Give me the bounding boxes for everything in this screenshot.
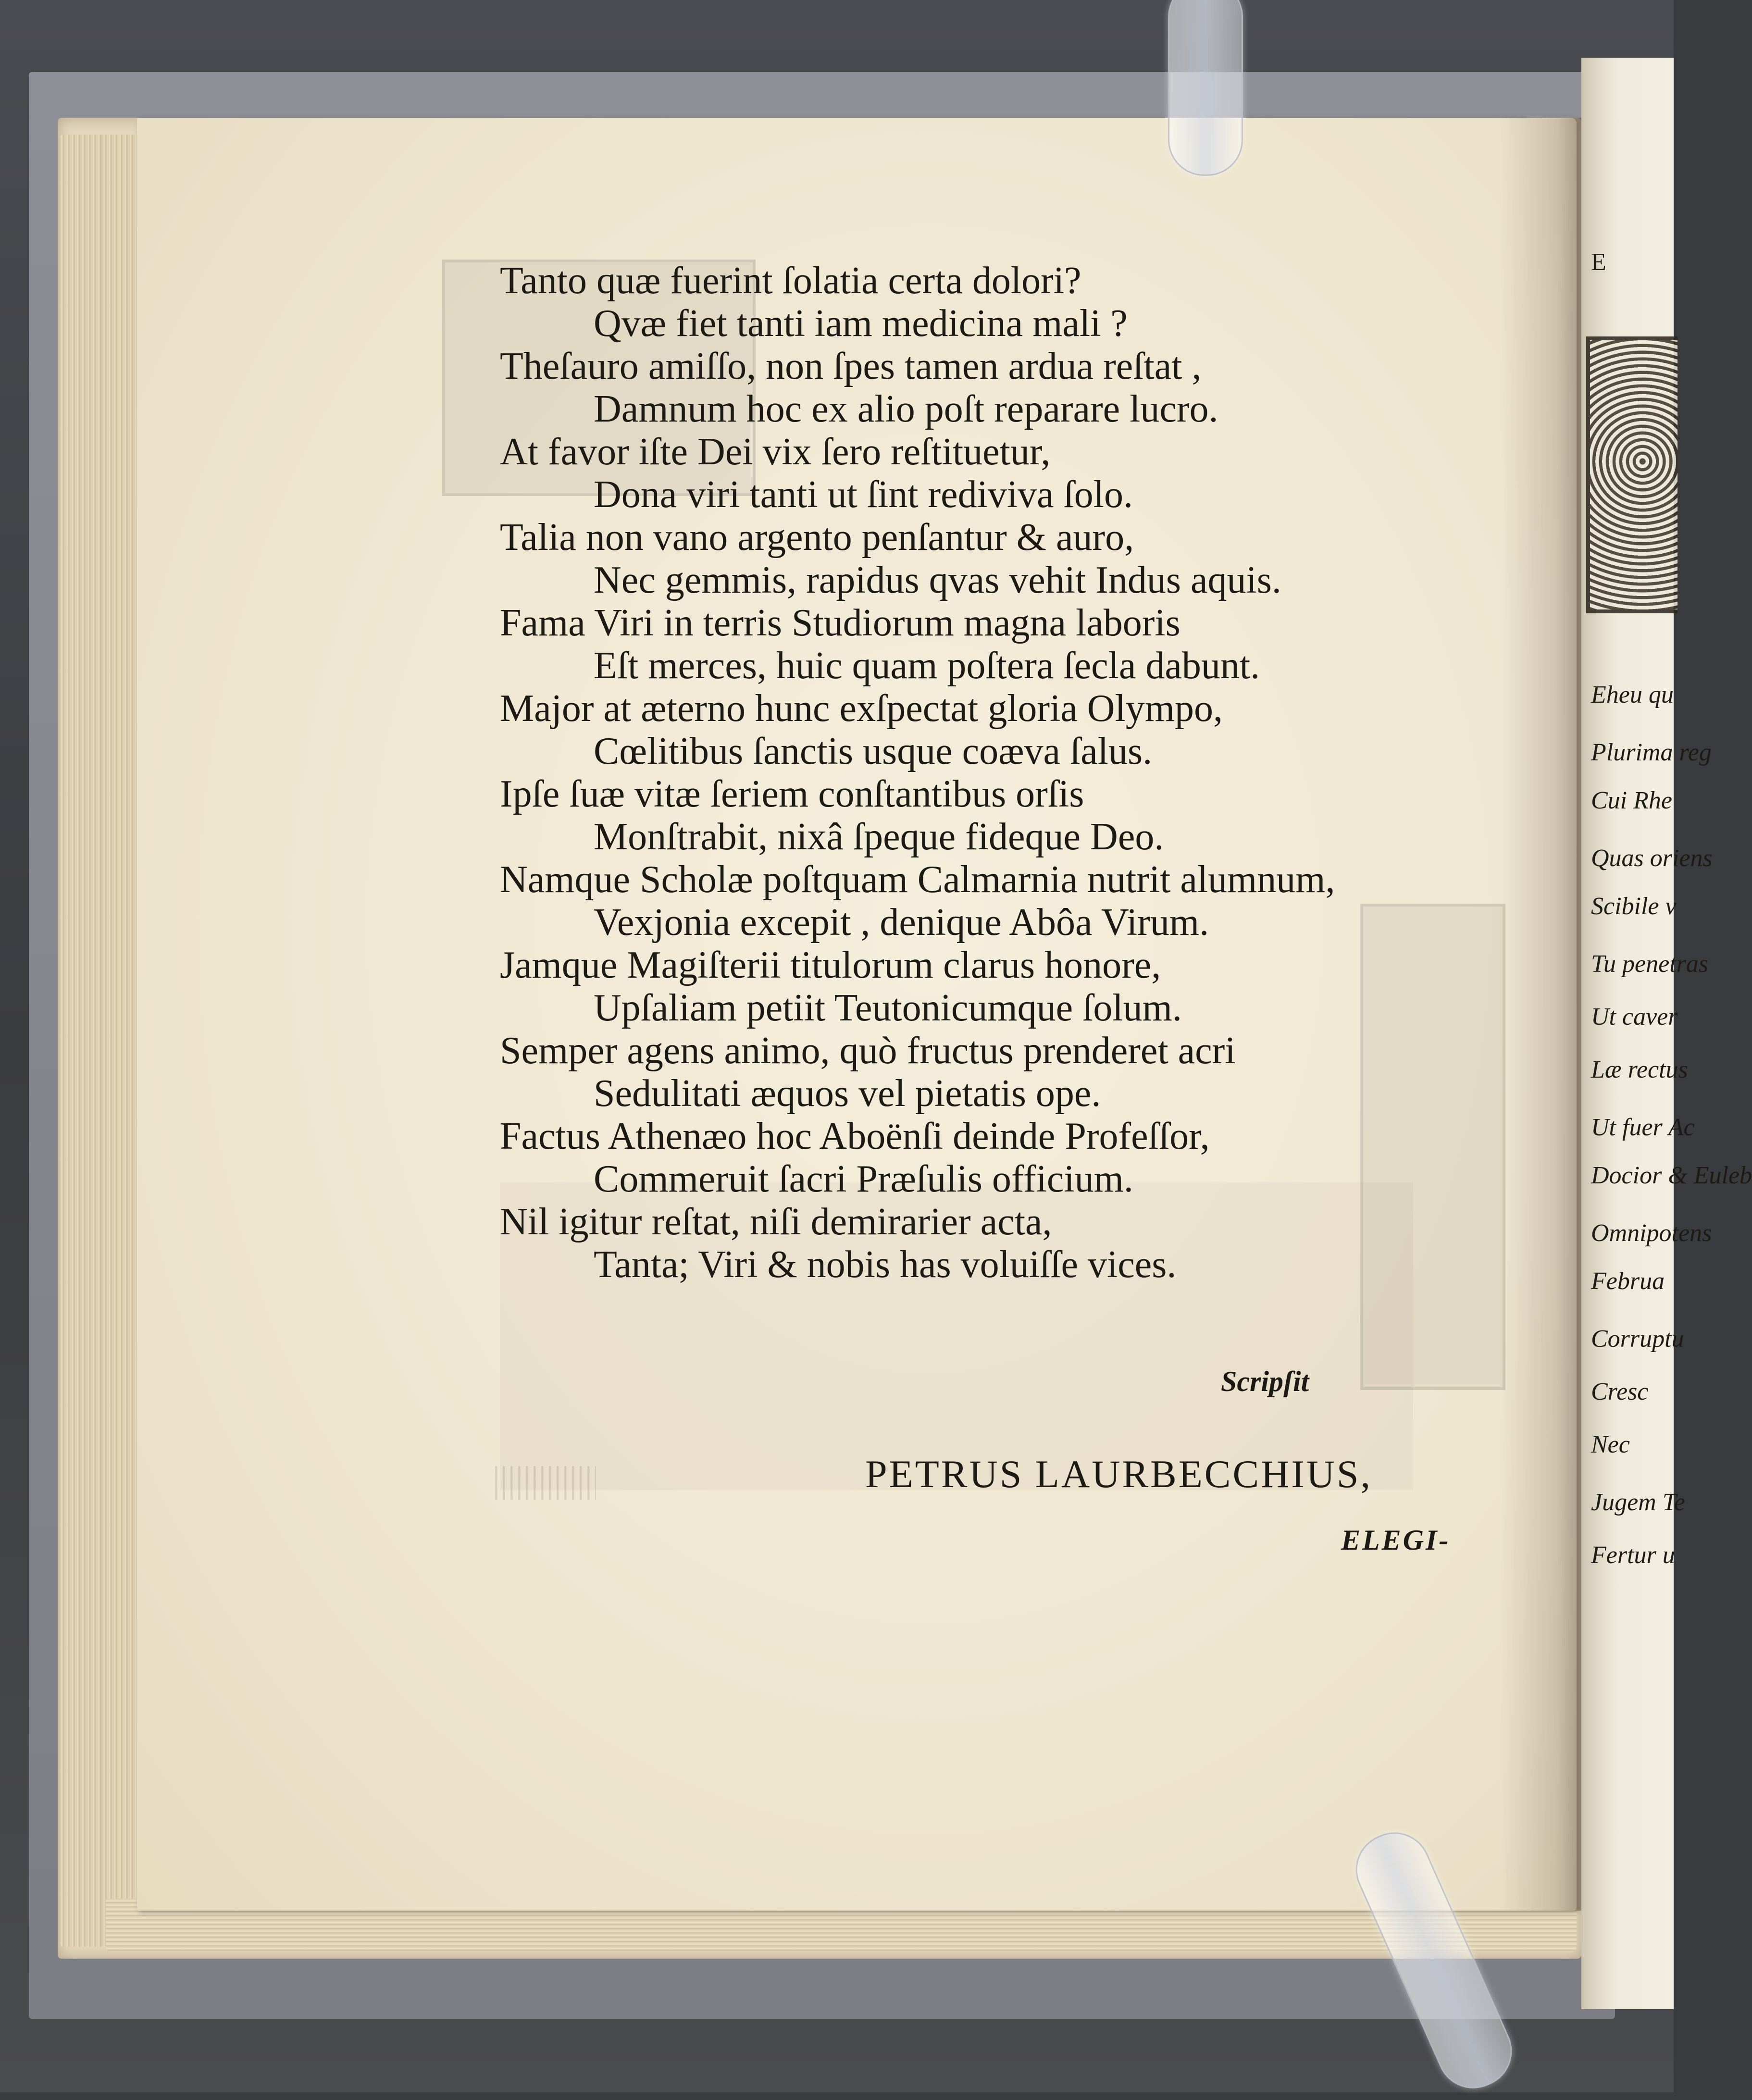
next-page-fragment: Ut caver [1591,1003,1678,1031]
poem-line: Major at æterno hunc exſpectat gloria Olympo, [500,687,1223,730]
poem-line: Tanto quæ fuerint ſolatia certa dolori? [500,260,1081,302]
ink-specks [495,1466,596,1500]
poem-line: Factus Athenæo hoc Aboënſi deinde Profeſſor, [500,1115,1210,1157]
next-page-fragment: Nec [1591,1431,1630,1458]
poem-line: Qvæ fiet tanti iam medicina mali ? [594,302,1128,345]
poem-line: Nil igitur reſtat, niſi demirarier acta, [500,1201,1052,1243]
next-page-fragment: Corruptu [1591,1325,1684,1353]
next-page-fragment: Plurima reg [1591,739,1712,766]
right-page-ornament [1586,336,1677,613]
next-page-fragment: Cui Rhe [1591,787,1672,814]
next-page-fragment: Scibile v [1591,893,1677,920]
poem-line: Ipſe ſuæ vitæ ſeriem conſtantibus orſis [500,773,1084,815]
poem-line: Talia non vano argento penſantur & auro, [500,516,1134,559]
poem-line: Namque Scholæ poſtquam Calmarnia nutrit alumnum, [500,858,1335,901]
next-page-fragment: Quas oriens [1591,845,1713,872]
poem-line: Semper agens animo, quò fructus prenderet acri [500,1030,1236,1072]
poem-line: Fama Viri in terris Studiorum magna laboris [500,602,1180,644]
next-page-fragment: Eheu qu [1591,681,1674,708]
next-page-fragment: Docior & Euleb [1591,1162,1752,1189]
catchword: ELEGI- [1341,1524,1451,1556]
poem-line: Jamque Magiſterii titulorum clarus honore, [500,944,1161,986]
poem-line: Theſauro amiſſo, non ſpes tamen ardua reſtat , [500,345,1202,387]
poem-line: Damnum hoc ex alio poſt reparare lucro. [594,388,1218,430]
poem-text [500,260,1476,1286]
next-page-fragment: E [1591,249,1606,276]
next-page-fragment: Ut fuer Ac [1591,1114,1695,1141]
next-page-fragment: Omnipotens [1591,1219,1712,1247]
next-page-fragment: Læ rectus [1591,1056,1688,1083]
poem-line: Nec gemmis, rapidus qvas vehit Indus aquis. [594,559,1281,601]
poem-line: Commeruit ſacri Præſulis officium. [594,1158,1133,1200]
next-page-fragment: Februa [1591,1267,1665,1295]
next-page-fragment: Cresc [1591,1378,1649,1405]
poem-line: Monſtrabit, nixâ ſpeque fideque Deo. [594,816,1164,858]
gutter-shadow [1500,118,1581,1911]
next-page-fragment: Fertur u [1591,1541,1675,1569]
poem-line: Tanta; Viri & nobis has voluiſſe vices. [594,1243,1177,1286]
poem-line: Eſt merces, huic quam poſtera ſecla dabunt. [594,645,1260,687]
poem-line: Vexjonia excepit , denique Abôa Virum. [594,901,1209,944]
poem-line: At favor iſte Dei vix ſero reſtituetur, [500,431,1051,473]
poem-line: Upſaliam petiit Teutonicumque ſolum. [594,987,1182,1029]
poem-line: Cœlitibus ſanctis usque coæva ſalus. [594,730,1153,772]
next-page-fragment: Tu penetras [1591,950,1709,978]
poem-line: Sedulitati æquos vel pietatis ope. [594,1072,1101,1115]
page-clip-top [1168,0,1243,176]
signoff-scripsit: Scripſit [1221,1366,1309,1397]
poem-line: Dona viri tanti ut ſint rediviva ſolo. [594,473,1133,516]
next-page-fragment: Jugem Te [1591,1489,1685,1516]
author-name: PETRUS LAURBECCHIUS, [865,1452,1373,1496]
page-stack-left-edge [60,135,147,1947]
